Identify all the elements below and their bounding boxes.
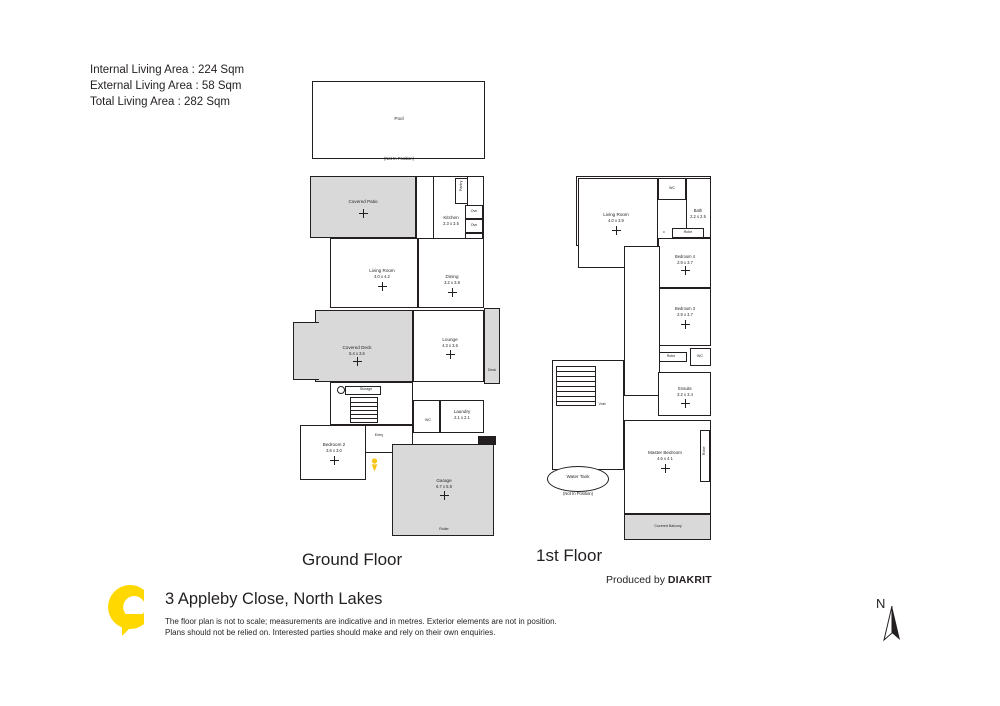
compass-north-label: N: [876, 596, 886, 611]
garage-center-mark: [440, 491, 449, 500]
label-roller-door: Roller: [439, 527, 449, 531]
room-label-dining: Dining 3.2 x 3.8: [444, 274, 460, 285]
producer-credit: [606, 574, 712, 586]
living-room-center-mark: [378, 282, 387, 291]
property-address: 3 Appleby Close, North Lakes: [165, 590, 383, 608]
room-label-bedroom-3: Bedroom 3 2.9 x 3.7: [674, 306, 696, 317]
compass-icon: [872, 596, 912, 642]
patio-center-mark: [359, 209, 368, 218]
room-label-storage: Storage: [359, 387, 373, 391]
room-label-robe-master: Robe: [702, 446, 707, 456]
disclaimer: [165, 616, 565, 638]
room-label-pantry: Pantry: [459, 180, 464, 191]
disclaimer-line-1: The floor plan is not to scale; measurements are indicative and in metres. Exterior elements are not in position.: [165, 617, 557, 626]
room-label-living-room-first: Living Room 4.0 x 3.9: [603, 212, 629, 223]
covered-deck-center-mark: [353, 357, 362, 366]
pool-label: Pool: [394, 116, 404, 121]
bedroom-2-center-mark: [330, 456, 339, 465]
room-label-kitchen: Kitchen 2.3 x 3.5: [443, 215, 459, 226]
ensuite-center-mark: [681, 399, 690, 408]
stairs-ground: [350, 397, 378, 423]
stairs-first: [556, 366, 596, 406]
room-label-living-room-ground: Living Room 4.0 x 4.2: [369, 268, 395, 279]
producer-brand: DIAKRIT: [667, 574, 712, 586]
room-label-entry: Entry: [374, 433, 384, 437]
bedroom-4-center-mark: [681, 266, 690, 275]
room-label-void: Void: [598, 402, 606, 406]
producer-prefix: Produced by: [606, 574, 668, 586]
room-label-ensuite: Ensuite 3.2 x 3.4: [677, 386, 693, 397]
storage-door-icon: [337, 386, 345, 394]
master-bedroom-center-mark: [661, 464, 670, 473]
room-label-lounge: Lounge 4.3 x 3.6: [442, 337, 458, 348]
water-tank-note: (Not In Position): [562, 491, 594, 496]
entry-position-marker: [370, 458, 379, 472]
room-label-covered-patio: Covered Patio: [348, 199, 378, 204]
room-label-bath: Bath 2.2 x 2.5: [690, 208, 706, 219]
room-label-bedroom-2: Bedroom 2 3.6 x 3.0: [322, 442, 346, 453]
robe-master: [700, 430, 710, 482]
room-label-covered-deck: Covered Deck 5.4 x 3.6: [342, 345, 372, 356]
room-label-bedroom-4: Bedroom 4 2.9 x 3.7: [674, 254, 696, 265]
ground-floor-title: Ground Floor: [302, 550, 403, 569]
room-dining: [418, 238, 484, 308]
first-floor-title: 1st Floor: [536, 546, 603, 565]
room-label-master-bedroom: Master Bedroom 4.6 x 4.1: [648, 450, 682, 461]
water-tank-label: Water Tank: [566, 474, 590, 479]
room-label-deck-right: Deck: [487, 368, 497, 372]
room-label-wc-ground: WC: [425, 418, 431, 422]
first-floor-corridor: [624, 246, 660, 396]
living-first-center-mark: [612, 226, 621, 235]
room-label-wc-first-middle: WC: [697, 354, 703, 358]
room-label-garage: Garage 6.7 x 5.8: [436, 478, 452, 489]
garage-wall-accent: [478, 436, 496, 445]
lounge-center-mark: [446, 350, 455, 359]
label-oven-1: Ovn: [470, 209, 478, 213]
internal-living-area: Internal Living Area : 224 Sqm: [90, 64, 245, 76]
room-garage: [392, 444, 494, 536]
dining-center-mark: [448, 288, 457, 297]
room-label-robe-bath: Robe: [683, 230, 693, 234]
label-oven-2: Ovn: [470, 223, 478, 227]
area-summary: [90, 62, 244, 110]
room-covered-patio: [310, 176, 416, 238]
room-label-covered-balcony: Covered Balcony: [654, 524, 682, 528]
pool-note: (Not In Position): [383, 156, 415, 161]
brand-logo-icon: [100, 578, 154, 636]
room-wc-ground: [413, 400, 440, 433]
room-label-wc-first-top: WC: [669, 186, 675, 190]
covered-deck-extension: [293, 322, 319, 380]
total-living-area: Total Living Area : 282 Sqm: [90, 96, 230, 108]
room-label-laundry: Laundry 2.1 x 2.1: [453, 409, 471, 420]
bedroom-3-center-mark: [681, 320, 690, 329]
closet-marker-c: c: [663, 230, 665, 234]
room-label-robe-middle: Robe: [666, 354, 676, 358]
disclaimer-line-2: Plans should not be relied on. Interested parties should make and rely on their own enquiries.: [165, 628, 496, 637]
external-living-area: External Living Area : 58 Sqm: [90, 80, 242, 92]
